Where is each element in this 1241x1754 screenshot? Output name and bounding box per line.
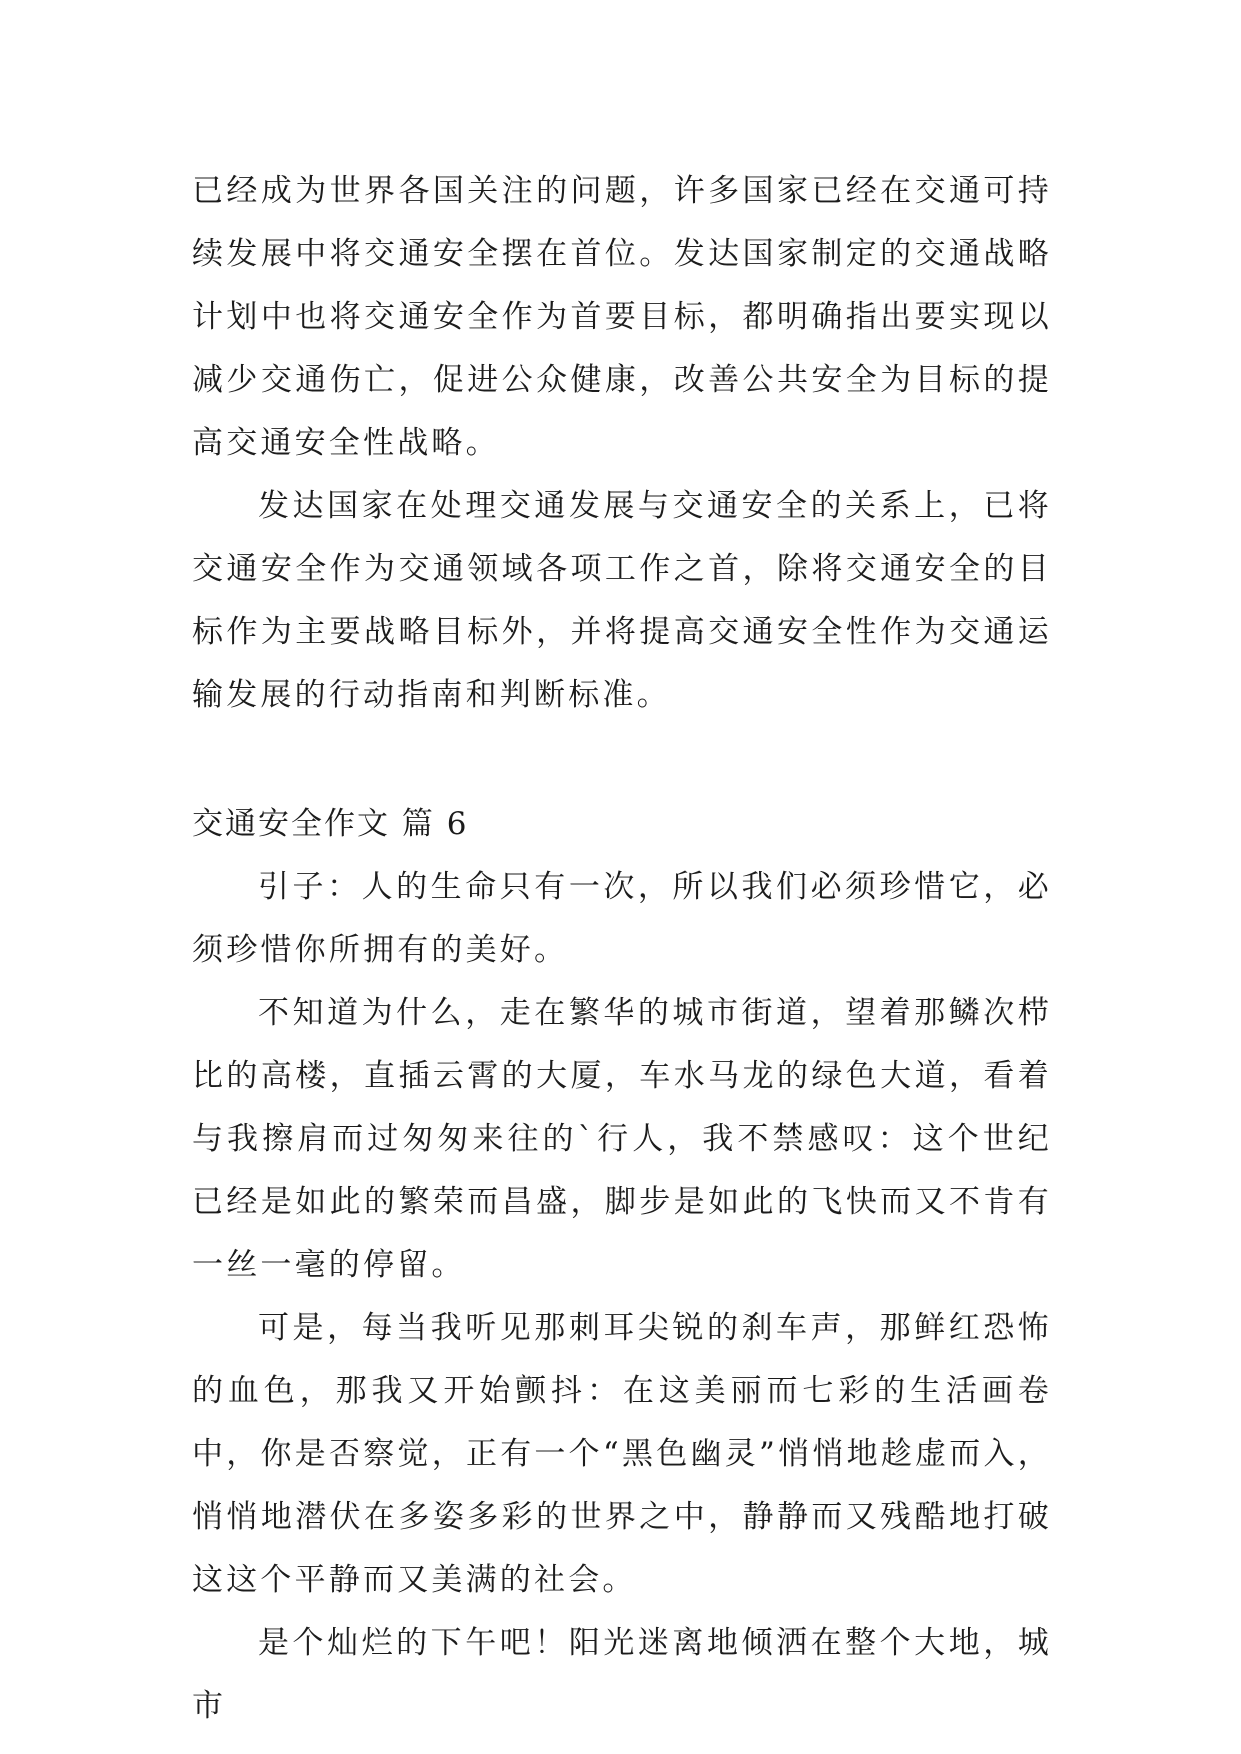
document-body (192, 160, 1052, 1738)
paragraph: 引子：人的生命只有一次，所以我们必须珍惜它，必须珍惜你所拥有的美好。 (192, 869, 1052, 968)
section-title: 交通安全作文 篇 6 (192, 806, 469, 842)
paragraph: 可是，每当我听见那刺耳尖锐的刹车声，那鲜红恐怖的血色，那我又开始颤抖：在这美丽而七彩的生活画卷中，你是否察觉，正有一个“黑色幽灵”悄悄地趁虚而入，悄悄地潜伏在多姿多彩的世界之中，静静而又残酷地打破这这个平静而又美满的社会。 (192, 1310, 1052, 1598)
paragraph-continued: 已经成为世界各国关注的问题，许多国家已经在交通可持续发展中将交通安全摆在首位。发达国家制定的交通战略计划中也将交通安全作为首要目标，都明确指出要实现以减少交通伤亡，促进公众健康，改善公共安全为目标的提高交通安全性战略。 (192, 173, 1052, 461)
paragraph: 发达国家在处理交通发展与交通安全的关系上，已将交通安全作为交通领域各项工作之首，除将交通安全的目标作为主要战略目标外，并将提高交通安全性作为交通运输发展的行动指南和判断标准。 (192, 488, 1052, 713)
paragraph-truncated: 是个灿烂的下午吧！阳光迷离地倾洒在整个大地，城市 (192, 1625, 1052, 1724)
paragraph: 不知道为什么，走在繁华的城市街道，望着那鳞次栉比的高楼，直插云霄的大厦，车水马龙的绿色大道，看着与我擦肩而过匆匆来往的`行人，我不禁感叹：这个世纪已经是如此的繁荣而昌盛，脚步是如此的飞快而又不肯有一丝一毫的停留。 (192, 995, 1052, 1283)
